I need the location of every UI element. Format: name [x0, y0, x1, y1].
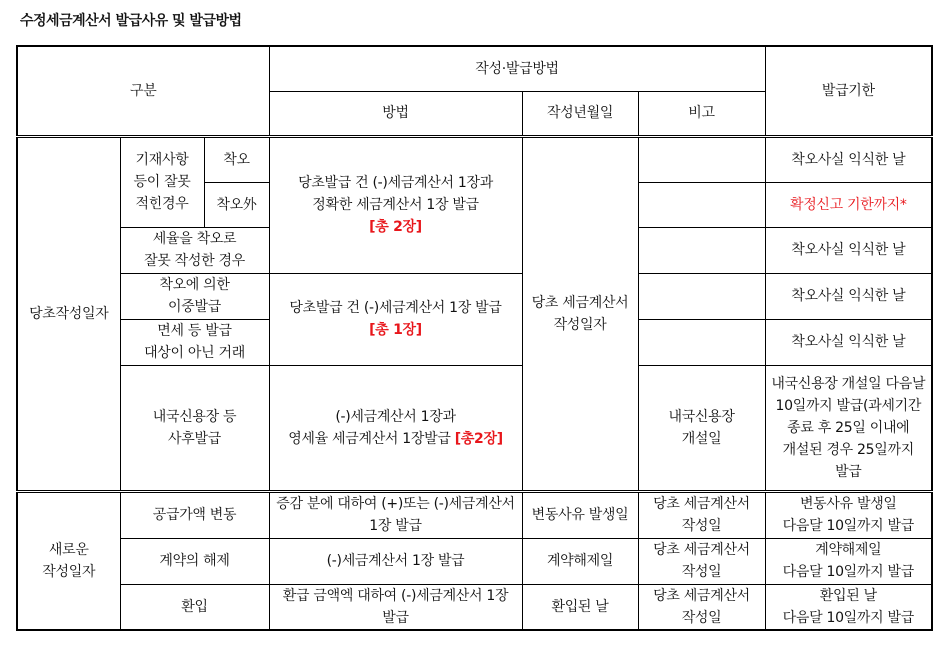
- return-method: 환급 금액엑 대하여 (-)세금계산서 1장 발급: [269, 584, 522, 630]
- table-row: [17, 365, 932, 491]
- return-label: 환입: [120, 584, 269, 630]
- issuance-table: [16, 45, 933, 631]
- return-deadline: 환입된 날 다음달 10일까지 발급: [765, 584, 932, 630]
- entry-error-label: 기재사항 등이 잘못 적힌경우: [120, 136, 204, 227]
- supply-change-note: 당초 세금계산서 작성일: [638, 491, 765, 538]
- tax-rate-label: 세율을 착오로 잘못 작성한 경우: [120, 227, 269, 273]
- cancel-note: 당초 세금계산서 작성일: [638, 538, 765, 584]
- table-row: [17, 538, 932, 584]
- cancel-date: 계약해제일: [522, 538, 638, 584]
- local-lc-label: 내국신용장 등 사후발급: [120, 365, 269, 491]
- supply-change-label: 공급가액 변동: [120, 491, 269, 538]
- note-empty: [638, 182, 765, 227]
- supply-change-deadline: 변동사유 발생일 다음달 10일까지 발급: [765, 491, 932, 538]
- header-category: 구분: [17, 46, 269, 136]
- table-row: [17, 584, 932, 630]
- header-row: [17, 46, 932, 91]
- local-lc-method: (-)세금계산서 1장과 영세율 세금계산서 1장발급 [총2장]: [269, 365, 522, 491]
- return-note: 당초 세금계산서 작성일: [638, 584, 765, 630]
- cancel-method: (-)세금계산서 1장 발급: [269, 538, 522, 584]
- table-row: [17, 136, 932, 182]
- table-row: [17, 491, 932, 538]
- entry-error-method: 당초발급 건 (-)세금계산서 1장과 정확한 세금계산서 1장 발급 [총 2장]: [269, 136, 522, 273]
- exempt-deadline: 착오사실 익식한 날: [765, 319, 932, 365]
- header-method: 방법: [269, 91, 522, 136]
- supply-change-method: 증감 분에 대하여 (+)또는 (-)세금계산서 1장 발급: [269, 491, 522, 538]
- entry-error-sub2: 착오外: [204, 182, 269, 227]
- note-empty: [638, 227, 765, 273]
- duplicate-label: 착오에 의한 이중발급: [120, 273, 269, 319]
- entry-error-deadline1: 착오사실 익식한 날: [765, 136, 932, 182]
- duplicate-deadline: 착오사실 익식한 날: [765, 273, 932, 319]
- header-note: 비고: [638, 91, 765, 136]
- note-empty: [638, 273, 765, 319]
- table-row: [17, 273, 932, 319]
- cancel-deadline: 계약해제일 다음달 10일까지 발급: [765, 538, 932, 584]
- page-title: 수정세금계산서 발급사유 및 발급방법: [20, 13, 242, 29]
- header-method-group: 작성·발급방법: [269, 46, 765, 91]
- note-empty: [638, 136, 765, 182]
- entry-error-sub1: 착오: [204, 136, 269, 182]
- tax-rate-deadline: 착오사실 익식한 날: [765, 227, 932, 273]
- cancel-label: 계약의 해제: [120, 538, 269, 584]
- exempt-label: 면세 등 발급 대상이 아닌 거래: [120, 319, 269, 365]
- entry-error-deadline2: 확정신고 기한까지*: [765, 182, 932, 227]
- local-lc-deadline: 내국신용장 개설일 다음날 10일까지 발급(과세기간 종료 후 25일 이내에 개설된 경우 25일까지 발급: [765, 365, 932, 491]
- duplicate-method: 당초발급 건 (-)세금계산서 1장 발급 [총 1장]: [269, 273, 522, 365]
- header-deadline: 발급기한: [765, 46, 932, 136]
- header-date: 작성년월일: [522, 91, 638, 136]
- original-date: 당초 세금계산서 작성일자: [522, 136, 638, 491]
- note-empty: [638, 319, 765, 365]
- group-original: 당초작성일자: [17, 136, 120, 491]
- local-lc-note: 내국신용장 개설일: [638, 365, 765, 491]
- return-date: 환입된 날: [522, 584, 638, 630]
- group-new: 새로운 작성일자: [17, 491, 120, 630]
- supply-change-date: 변동사유 발생일: [522, 491, 638, 538]
